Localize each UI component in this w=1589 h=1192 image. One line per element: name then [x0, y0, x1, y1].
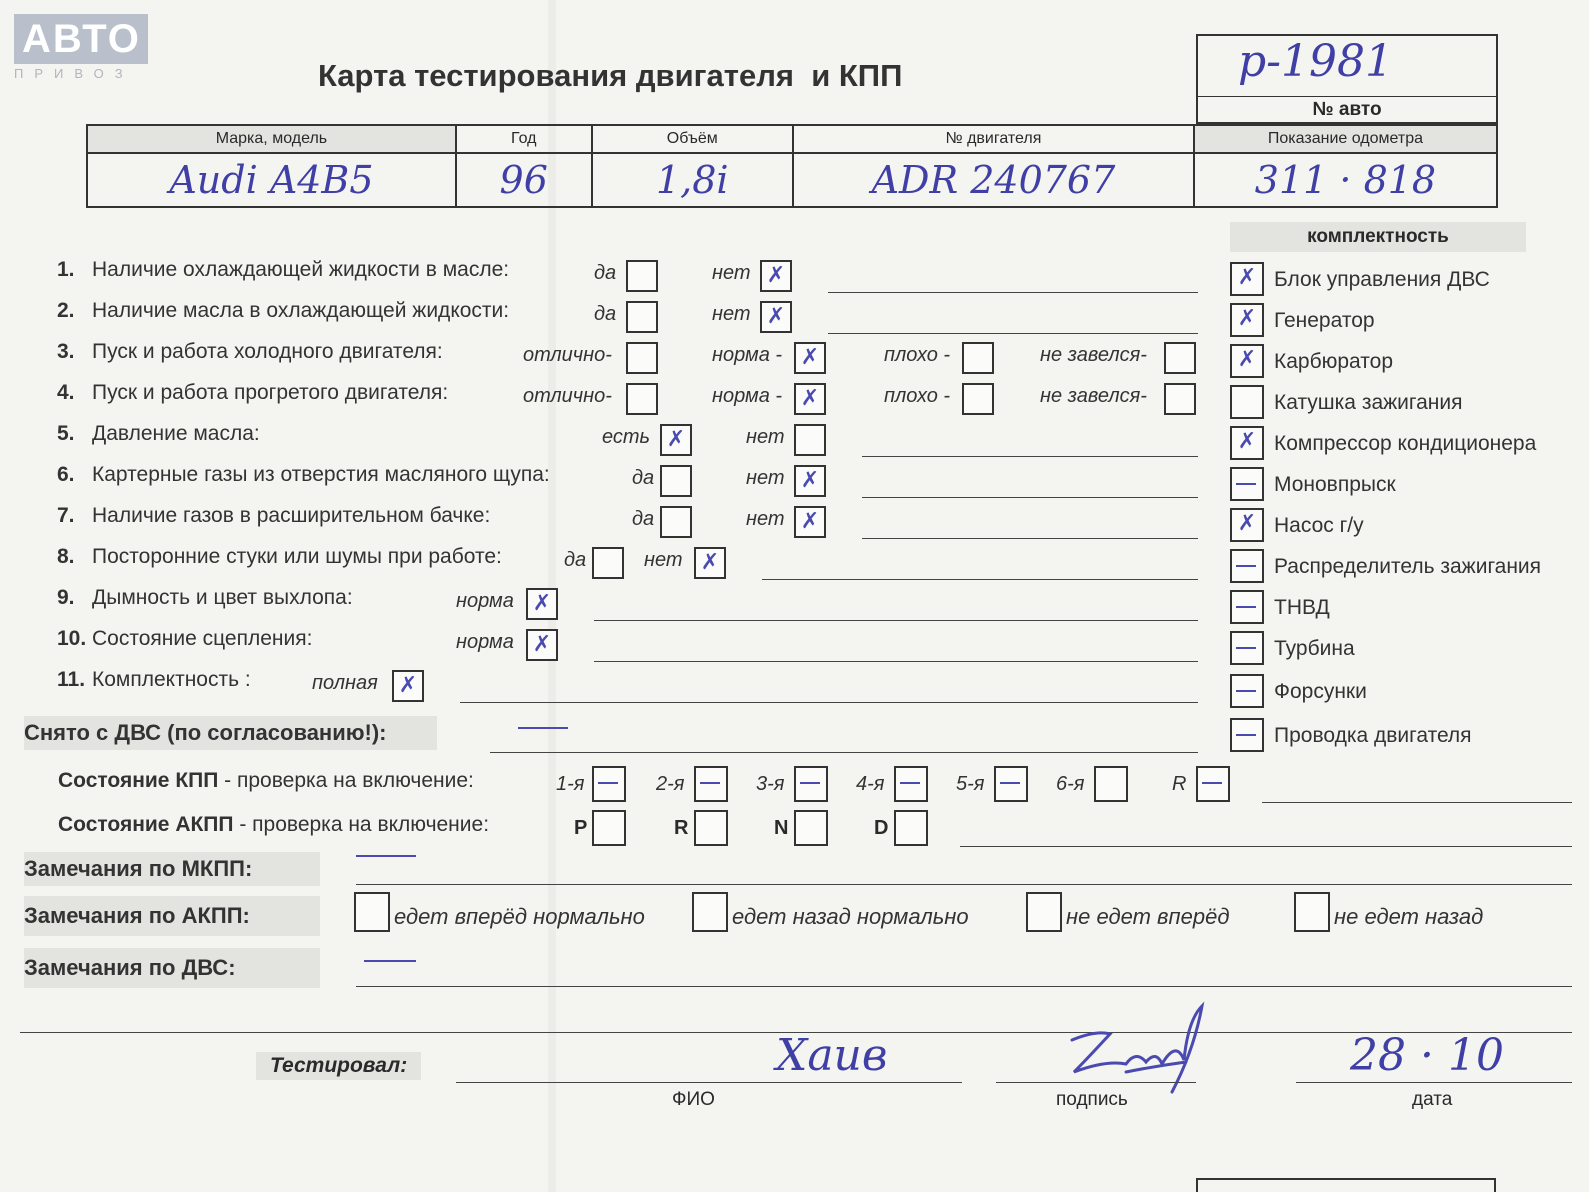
akpp-mode-r-label: R	[674, 817, 689, 839]
q9-number: 9.	[57, 586, 75, 609]
kpp-gear-3-label: 3-я	[756, 773, 785, 795]
q8-number: 8.	[57, 545, 75, 568]
kpp-gear-5-checkbox[interactable]	[994, 766, 1028, 802]
comp-ignition-coil-label: Катушка зажигания	[1274, 391, 1463, 414]
kpp-gear-6-label: 6-я	[1056, 773, 1085, 795]
logo-brand: АВТО	[14, 14, 148, 64]
remarks-dvs-dash	[364, 960, 416, 962]
value-year: 96	[456, 153, 592, 207]
q1-number: 1.	[57, 258, 75, 281]
dash-mark-icon	[1000, 782, 1020, 784]
q10-number: 10.	[57, 627, 87, 650]
fio-caption: ФИО	[672, 1089, 715, 1110]
q2-number: 2.	[57, 299, 75, 322]
akpp-mode-d-label: D	[874, 817, 889, 839]
q5-note-line	[862, 456, 1198, 457]
q4-nostart-checkbox[interactable]	[1164, 383, 1196, 415]
q6-number: 6.	[57, 463, 75, 486]
akpp-mode-p-checkbox[interactable]	[592, 810, 626, 846]
comp-wiring-checkbox[interactable]	[1230, 718, 1264, 752]
check-mark-icon: ✗	[766, 263, 786, 288]
check-mark-icon: ✗	[532, 632, 552, 657]
comp-mono-injection-checkbox[interactable]	[1230, 467, 1264, 501]
check-mark-icon: ✗	[800, 509, 820, 534]
comp-mono-injection-label: Моновпрыск	[1274, 473, 1396, 496]
q8-note-line	[762, 579, 1198, 580]
akpp-forward-ok-label: едет вперёд нормально	[394, 904, 645, 929]
q10-note-line	[594, 661, 1198, 662]
q4-normal-checkbox[interactable]	[794, 383, 826, 415]
q5-opt-present: есть	[602, 426, 651, 448]
kpp-gear-r-label: R	[1172, 773, 1187, 795]
q3-opt-bad: плохо -	[884, 344, 951, 366]
check-mark-icon: ✗	[1237, 429, 1257, 454]
q3-opt-excellent: отлично-	[523, 344, 612, 366]
dash-mark-icon	[1236, 734, 1256, 736]
comp-injectors-label: Форсунки	[1274, 680, 1367, 703]
q7-opt-no: нет	[746, 508, 785, 530]
comp-ecu-label: Блок управления ДВС	[1274, 268, 1490, 291]
akpp-label	[58, 813, 489, 837]
q3-opt-nostart: не завелся-	[1040, 344, 1147, 366]
q6-text: Картерные газы из отверстия масляного щупа:	[92, 463, 550, 486]
q6-opt-no: нет	[746, 467, 785, 489]
kpp-label-bold: Состояние КПП	[58, 769, 219, 792]
q8-yes-checkbox[interactable]	[592, 547, 624, 579]
kpp-gear-6-checkbox[interactable]	[1094, 766, 1128, 802]
kpp-gear-r-checkbox[interactable]	[1196, 766, 1230, 802]
check-mark-icon: ✗	[800, 468, 820, 493]
car-number-value: р-1981	[1238, 36, 1394, 87]
q9-text: Дымность и цвет выхлопа:	[92, 586, 353, 609]
dash-mark-icon	[1236, 690, 1256, 692]
date-line	[1296, 1082, 1572, 1083]
header-labels-row	[87, 125, 1497, 153]
check-mark-icon: ✗	[700, 550, 720, 575]
q4-opt-nostart: не завелся-	[1040, 385, 1147, 407]
car-number-box	[1196, 34, 1498, 124]
q5-number: 5.	[57, 422, 75, 445]
comp-ac-compressor-checkbox[interactable]	[1230, 426, 1264, 460]
label-odometer: Показание одометра	[1194, 125, 1497, 153]
signature-caption: подпись	[1056, 1089, 1128, 1110]
dash-mark-icon	[1236, 606, 1256, 608]
comp-turbine-label: Турбина	[1274, 637, 1355, 660]
q9-opt-normal: норма	[456, 590, 514, 612]
q10-opt-normal: норма	[456, 631, 514, 653]
q5-present-checkbox[interactable]	[660, 424, 692, 456]
q11-number: 11.	[57, 668, 86, 691]
comp-ignition-coil-checkbox[interactable]	[1230, 385, 1264, 419]
q11-note-line	[460, 702, 1198, 703]
akpp-mode-p-label: P	[574, 817, 588, 839]
akpp-label-bold: Состояние АКПП	[58, 813, 234, 836]
akpp-no-backward-checkbox[interactable]	[1294, 892, 1330, 932]
q8-no-checkbox[interactable]	[694, 547, 726, 579]
check-mark-icon: ✗	[766, 304, 786, 329]
check-mark-icon: ✗	[1237, 347, 1257, 372]
q8-text: Посторонние стуки или шумы при работе:	[92, 545, 502, 568]
akpp-forward-ok-checkbox[interactable]	[354, 892, 390, 932]
q4-opt-bad: плохо -	[884, 385, 951, 407]
dash-mark-icon	[1236, 647, 1256, 649]
comp-injection-pump-checkbox[interactable]	[1230, 590, 1264, 624]
q6-yes-checkbox[interactable]	[660, 465, 692, 497]
q1-opt-yes: да	[594, 262, 617, 284]
document-title: Карта тестирования двигателя и КПП	[318, 58, 903, 93]
check-mark-icon: ✗	[1237, 511, 1257, 536]
car-number-label: № авто	[1312, 99, 1382, 120]
comp-distributor-label: Распределитель зажигания	[1274, 555, 1542, 578]
comp-ac-compressor-label: Компрессор кондиционера	[1274, 432, 1537, 455]
vehicle-header-table	[86, 124, 1498, 208]
akpp-no-backward-label: не едет назад	[1334, 904, 1484, 929]
q2-yes-checkbox[interactable]	[626, 301, 658, 333]
q1-text: Наличие охлаждающей жидкости в масле:	[92, 258, 510, 281]
q11-full-checkbox[interactable]	[392, 670, 424, 702]
q2-note-line	[828, 333, 1198, 334]
removed-label: Снято с ДВС (по согласованию!):	[24, 716, 437, 750]
dash-mark-icon	[700, 782, 720, 784]
q8-opt-yes: да	[564, 549, 587, 571]
fio-line	[456, 1082, 962, 1083]
q4-bad-checkbox[interactable]	[962, 383, 994, 415]
q10-normal-checkbox[interactable]	[526, 629, 558, 661]
check-mark-icon: ✗	[800, 345, 820, 370]
car-number-line	[1198, 96, 1496, 97]
remarks-dvs-line	[356, 986, 1572, 987]
kpp-gear-3-checkbox[interactable]	[794, 766, 828, 802]
q7-note-line	[862, 538, 1198, 539]
q11-text: Комплектность :	[92, 668, 251, 691]
kpp-gear-2-label: 2-я	[656, 773, 685, 795]
q9-normal-checkbox[interactable]	[526, 588, 558, 620]
dash-mark-icon	[598, 782, 618, 784]
q3-number: 3.	[57, 340, 75, 363]
q5-text: Давление масла:	[92, 422, 260, 445]
q9-note-line	[594, 620, 1198, 621]
q5-absent-checkbox[interactable]	[794, 424, 826, 456]
signature-line	[996, 1082, 1196, 1083]
remarks-dvs-label: Замечания по ДВС:	[24, 948, 320, 988]
akpp-backward-ok-label: едет назад нормально	[732, 904, 969, 929]
label-brand: Марка, модель	[87, 125, 456, 153]
dash-mark-icon	[1236, 565, 1256, 567]
akpp-mode-n-label: N	[774, 817, 789, 839]
akpp-mode-d-checkbox[interactable]	[894, 810, 928, 846]
comp-carburetor-checkbox[interactable]	[1230, 344, 1264, 378]
check-mark-icon: ✗	[800, 386, 820, 411]
akpp-no-forward-checkbox[interactable]	[1026, 892, 1062, 932]
q7-yes-checkbox[interactable]	[660, 506, 692, 538]
comp-ps-pump-label: Насос г/у	[1274, 514, 1364, 537]
q1-no-checkbox[interactable]	[760, 260, 792, 292]
q7-opt-yes: да	[632, 508, 655, 530]
q10-text: Состояние сцепления:	[92, 627, 313, 650]
remarks-akpp-label: Замечания по АКПП:	[24, 896, 320, 936]
q8-opt-no: нет	[644, 549, 683, 571]
q1-opt-no: нет	[712, 262, 751, 284]
q4-opt-excellent: отлично-	[523, 385, 612, 407]
q2-opt-yes: да	[594, 303, 617, 325]
q6-opt-yes: да	[632, 467, 655, 489]
q4-number: 4.	[57, 381, 75, 404]
q3-text: Пуск и работа холодного двигателя:	[92, 340, 443, 363]
date-value: 28 · 10	[1350, 1030, 1504, 1081]
check-mark-icon: ✗	[1237, 306, 1257, 331]
comp-carburetor-label: Карбюратор	[1274, 350, 1394, 373]
comp-wiring-label: Проводка двигателя	[1274, 724, 1472, 747]
comp-ps-pump-checkbox[interactable]	[1230, 508, 1264, 542]
value-brand: Audi A4B5	[87, 153, 456, 207]
dash-mark-icon	[800, 782, 820, 784]
completeness-title: комплектность	[1230, 222, 1526, 252]
value-volume: 1,8i	[592, 153, 793, 207]
q7-no-checkbox[interactable]	[794, 506, 826, 538]
dash-mark-icon	[1236, 483, 1256, 485]
q7-text: Наличие газов в расширительном бачке:	[92, 504, 491, 527]
logo	[14, 14, 148, 81]
tested-by-label: Тестировал:	[256, 1052, 421, 1080]
q4-opt-normal: норма -	[712, 385, 783, 407]
kpp-label-rest: - проверка на включение:	[218, 769, 474, 792]
comp-ecu-checkbox[interactable]	[1230, 262, 1264, 296]
q6-note-line	[862, 497, 1198, 498]
q7-number: 7.	[57, 504, 75, 527]
q1-yes-checkbox[interactable]	[626, 260, 658, 292]
q4-excellent-checkbox[interactable]	[626, 383, 658, 415]
comp-turbine-checkbox[interactable]	[1230, 631, 1264, 665]
q2-text: Наличие масла в охлаждающей жидкости:	[92, 299, 510, 322]
dash-mark-icon	[900, 782, 920, 784]
kpp-gear-4-label: 4-я	[856, 773, 885, 795]
kpp-gear-5-label: 5-я	[956, 773, 985, 795]
kpp-gear-1-checkbox[interactable]	[592, 766, 626, 802]
logo-sub: ПРИВОЗ	[14, 66, 134, 81]
label-volume: Объём	[592, 125, 793, 153]
remarks-mkpp-dash	[356, 855, 416, 857]
remarks-mkpp-line	[356, 884, 1572, 885]
q4-text: Пуск и работа прогретого двигателя:	[92, 381, 449, 404]
label-engine: № двигателя	[793, 125, 1194, 153]
check-mark-icon: ✗	[532, 591, 552, 616]
comp-injectors-checkbox[interactable]	[1230, 674, 1264, 708]
comp-generator-label: Генератор	[1274, 309, 1375, 332]
q5-opt-absent: нет	[746, 426, 785, 448]
value-odometer: 311 · 818	[1194, 153, 1497, 207]
date-caption: дата	[1412, 1089, 1453, 1110]
value-engine: ADR 240767	[793, 153, 1194, 207]
removed-dash	[518, 727, 568, 729]
akpp-no-forward-label: не едет вперёд	[1066, 904, 1230, 929]
akpp-mode-r-checkbox[interactable]	[694, 810, 728, 846]
fio-value: Хаив	[776, 1030, 888, 1081]
dash-mark-icon	[1202, 782, 1222, 784]
q3-bad-checkbox[interactable]	[962, 342, 994, 374]
q6-no-checkbox[interactable]	[794, 465, 826, 497]
q3-nostart-checkbox[interactable]	[1164, 342, 1196, 374]
kpp-gear-1-label: 1-я	[556, 773, 585, 795]
comp-injection-pump-label: ТНВД	[1274, 596, 1330, 619]
q3-normal-checkbox[interactable]	[794, 342, 826, 374]
q2-opt-no: нет	[712, 303, 751, 325]
header-values-row	[87, 153, 1497, 207]
q2-no-checkbox[interactable]	[760, 301, 792, 333]
q1-note-line	[828, 292, 1198, 293]
comp-distributor-checkbox[interactable]	[1230, 549, 1264, 583]
kpp-gear-2-checkbox[interactable]	[694, 766, 728, 802]
q3-opt-normal: норма -	[712, 344, 783, 366]
kpp-label	[58, 769, 474, 793]
check-mark-icon: ✗	[398, 673, 418, 698]
removed-note-line	[490, 752, 1198, 753]
label-year: Год	[456, 125, 592, 153]
remarks-mkpp-label: Замечания по МКПП:	[24, 852, 320, 886]
kpp-note-line	[1262, 802, 1572, 803]
signature-image	[1066, 1000, 1216, 1100]
akpp-label-rest: - проверка на включение:	[233, 813, 490, 836]
bottom-box-edge	[1196, 1178, 1496, 1192]
akpp-mode-n-checkbox[interactable]	[794, 810, 828, 846]
check-mark-icon: ✗	[1237, 265, 1257, 290]
check-mark-icon: ✗	[666, 427, 686, 452]
q11-opt-full: полная	[312, 672, 378, 694]
q3-excellent-checkbox[interactable]	[626, 342, 658, 374]
kpp-gear-4-checkbox[interactable]	[894, 766, 928, 802]
akpp-backward-ok-checkbox[interactable]	[692, 892, 728, 932]
akpp-note-line	[960, 846, 1572, 847]
comp-generator-checkbox[interactable]	[1230, 303, 1264, 337]
